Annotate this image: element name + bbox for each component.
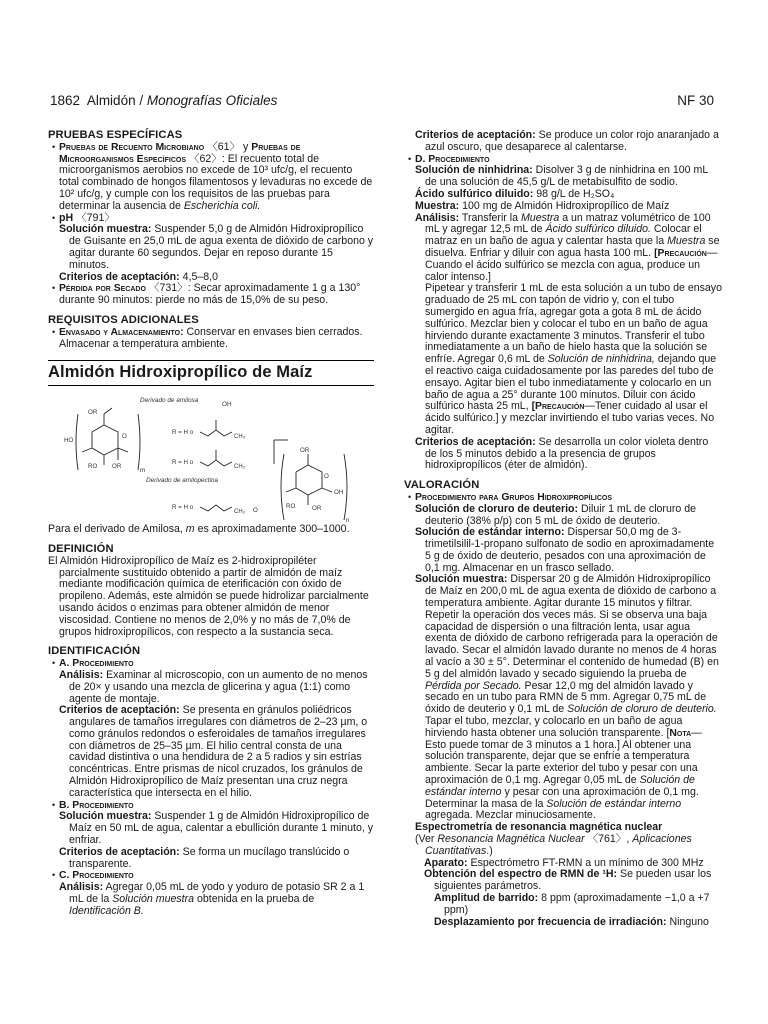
solucion-muestra: Solución muestra: Dispersar 20 g de Almidón Hidroxipropílico de Maíz en 200,0 mL de agua exenta de dióxido de carbono a temperatura ambiente. Agitar durante 15 minutos y filtrar. Repetir la operación dos veces más. Si se observa una baja capacidad de dispersión o una filtración lenta, usar agua exenta de dióxido de carbono refrigerada para la operación de lavado. Secar el almidón lavado durante no menos de 4 horas al vacío a 30 ± 5°. Determinar el contenido de humedad (B) en 5 g del almidón lavado y secado siguiendo la prueba de Pérdida por Secado. Pesar 12,0 mg del almidón lavado y secado en un tubo para RMN de 5 mm. Agregar 0,75 mL de óxido de deuterio y 0,1 mL de Solución de cloruro de deuterio. Tapar el tubo, mezclar, y colocarlo en un baño de agua hirviendo hasta obtener una solución transparente. [Nota—Esto puede tomar de 3 minutos a 1 hora.] Al obtener una solución transparente, dejar que se enfríe a temperatura ambiente. Secar la parte exterior del tubo y pesar con una aproximación de 0,1 mg. Agregar 0,05 mL de Solución de estándar interno y pesar con una aproximación de 0,1 mg. Determinar la masa de la Solución de estándar interno agregada. Mezclar minuciosamente. bbox=[415, 573, 719, 822]
espectrometria-ref: (Ver Resonancia Magnética Nuclear 〈761〉, Aplicaciones Cuantitativas.) bbox=[415, 833, 692, 857]
ph-item: • pH 〈791〉 bbox=[48, 213, 374, 225]
label-o-ring: O bbox=[122, 433, 127, 441]
id-a-analisis: Análisis: Examinar al microscopio, con un aumento de no menos de 20× y usando una mezcla de glicerina y agua (1:1) como agente de montaje. bbox=[59, 668, 368, 705]
id-a-criterios: Criterios de aceptación: Se presenta en gránulos poliédricos angulares de tamaños irregulares con diámetros de 2–23 µm, o como gránulos redondos o esferoidales de tamaños irregulares con diámetros de 25–35 µm. El hilio central consta de una cavidad distintiva o una hendidura de 2 a 5 radios y sin estrías concéntricas. Entre prismas de nicol cruzados, los gránulos de Almidón Hidroxipropílico de Maíz presentan una cruz negra característica que intersecta en el hilio. bbox=[59, 704, 368, 799]
micro-item: • Pruebas de Recuento Microbiano 〈61〉 y Pruebas de Microorganismos Específicos 〈62〉: El recuento total de microorganismos aerobios no excede de 10³ ufc/g, el recuento total combinado de hongos filamentosos y levaduras no excede de 10² ufc/g, y cumple con los requisitos de las pruebas para determinar la ausencia de Escherichia coli. bbox=[48, 142, 374, 213]
envasado-item: • Envasado y Almacenamiento: Conservar en envases bien cerrados. Almacenar a temperatura ambiente. bbox=[48, 327, 374, 351]
section-heading-pruebas: PRUEBAS ESPECÍFICAS bbox=[48, 129, 183, 141]
estandar-interno: Solución de estándar interno: Dispersar 50,0 mg de 3-trimetilsilil-1-propano sulfonato de sodio en aproximadamente 5 g de óxido de deuterio, pesados con una aproximación de 0,1 mg. Almacenar en un frasco sellado. bbox=[415, 526, 715, 574]
id-d-analisis: Análisis: Transferir la Muestra a un matraz volumétrico de 100 mL y agregar 12,5 mL de Ácido sulfúrico diluido. Colocar el matraz en un baño de agua y calentar hasta que la Muestra se disuelva. Enfriar y diluir con agua hasta 100 mL. [Precaución—Cuando el ácido sulfúrico se mezcla con agua, produce un calor intenso.] bbox=[415, 211, 720, 283]
cloruro-deuterio: Solución de cloruro de deuterio: Diluir 1 mL de cloruro de deuterio (38% p/p) con 5 mL de óxido de deuterio. bbox=[415, 502, 697, 527]
id-d-item: • D. Procedimiento bbox=[404, 154, 722, 166]
chemical-structure bbox=[48, 392, 374, 524]
right-column bbox=[404, 130, 722, 928]
id-b-item: • B. Procedimiento bbox=[48, 800, 374, 812]
page-header bbox=[50, 93, 714, 108]
label-ch3-1: CH₃ bbox=[234, 434, 246, 441]
id-a-item: • A. Procedimiento bbox=[48, 658, 374, 670]
label-r3: R = H o bbox=[172, 504, 194, 512]
section-heading-definicion: DEFINICIÓN bbox=[48, 542, 114, 555]
edition-label: NF 30 bbox=[677, 93, 714, 108]
monograph-title: Almidón Hidroxipropílico de Maíz bbox=[48, 363, 313, 382]
definicion-text: El Almidón Hidroxipropílico de Maíz es 2-hidroxipropiléter parcialmente sustituido obtenido a partir de almidón de maíz mediante modificación química de eterificación con óxido de propileno. Además, este almidón se puede hidrolizar parcialmente usando ácidos o enzimas para obtener almidón de menor viscosidad. Contiene no menos de 2,0% y no más de 7,0% de grupos hidroxipropílicos, con respecto a la sustancia seca. bbox=[48, 554, 369, 638]
label-oh-top: OH bbox=[222, 401, 232, 409]
amilosa-note: Para el derivado de Amilosa, m es aproximadamente 300–1000. bbox=[48, 523, 350, 536]
label-r1: R = H o bbox=[172, 429, 194, 437]
label-ho: HO bbox=[64, 437, 74, 445]
section-heading-valoracion: VALORACIÓN bbox=[404, 479, 480, 492]
ph-solution: Solución muestra: Suspender 5,0 g de Almidón Hidroxipropílico de Guisante en 25,0 mL de agua exenta de dióxido de carbono y agitar durante 60 segundos. Dejar en reposo durante 15 minutos. bbox=[59, 223, 374, 271]
id-c-criterios: Criterios de aceptación: Se produce un color rojo anaranjado a azul oscuro, que desaparece al calentarse. bbox=[415, 129, 719, 153]
label-ro: RO bbox=[88, 463, 98, 471]
amplitud-barrido: Amplitud de barrido: 8 ppm (aproximadamente −1,0 a +7 ppm) bbox=[434, 892, 710, 916]
structure-diagram bbox=[48, 392, 374, 524]
label-or-left: OR bbox=[88, 409, 98, 417]
label-o-link: O bbox=[253, 507, 258, 515]
running-title-italic: Monografías Oficiales bbox=[146, 93, 278, 108]
running-title: Almidón / bbox=[86, 93, 147, 108]
label-amilopectina: Derivado de amilopectina bbox=[146, 477, 219, 485]
label-ch3-3: CH₃ bbox=[234, 509, 246, 516]
id-b-solucion: Solución muestra: Suspender 1 g de Almidón Hidroxipropílico de Maíz en 50 mL de agua, calentar a ebullición durante 1 minuto, y enfriar. bbox=[59, 810, 374, 847]
section-heading-identificacion: IDENTIFICACIÓN bbox=[48, 645, 141, 658]
left-column bbox=[48, 130, 374, 918]
perdida-item: • Pérdida por Secado 〈731〉: Secar aproximadamente 1 g a 130° durante 90 minutos: pierde no más de 15,0% de su peso. bbox=[48, 283, 374, 307]
label-or-pair: OR bbox=[312, 505, 322, 513]
ninhidrina-solution: Solución de ninhidrina: Disolver 3 g de ninhidrina en 100 mL de una solución de 45,5 g/L de metabisulfito de sodio. bbox=[415, 164, 708, 189]
obtencion-espectro: Obtención del espectro de RMN de ¹H: Se pueden usar los siguientes parámetros. bbox=[424, 868, 712, 893]
monograph-title-box bbox=[48, 360, 374, 386]
label-oh-right: OH bbox=[334, 489, 344, 497]
aparato: Aparato: Espectrómetro FT-RMN a un mínimo de 300 MHz bbox=[424, 856, 704, 869]
section-heading-requisitos: REQUISITOS ADICIONALES bbox=[48, 313, 199, 326]
label-ch3-2: CH₃ bbox=[234, 464, 246, 471]
label-r2: R = H o bbox=[172, 459, 194, 467]
espectrometria: Espectrometría de resonancia magnética nuclear bbox=[415, 821, 663, 834]
muestra: Muestra: 100 mg de Almidón Hidroxipropílico de Maíz bbox=[415, 199, 670, 212]
procedimiento-item: • Procedimiento para Grupos Hidroxipropílicos bbox=[404, 492, 722, 504]
label-ro-right: RO bbox=[286, 503, 296, 511]
page-number: 1862 bbox=[50, 93, 81, 108]
label-o-ring2: O bbox=[324, 473, 329, 481]
label-or-bottom: OR bbox=[112, 463, 122, 471]
acido-sulfurico: Ácido sulfúrico diluido: 98 g/L de H₂SO₄ bbox=[415, 187, 615, 200]
label-or-right: OR bbox=[300, 447, 310, 455]
id-b-criterios: Criterios de aceptación: Se forma un mucílago translúcido o transparente. bbox=[59, 845, 350, 870]
id-d-criterios: Criterios de aceptación: Se desarrolla un color violeta dentro de los 5 minutos debido a la presencia de grupos hidroxipropílicos (éter de almidón). bbox=[415, 435, 709, 472]
ph-criteria: Criterios de aceptación: 4,5–8,0 bbox=[59, 270, 218, 283]
id-d-analisis-cont: Pipetear y transferir 1 mL de esta solución a un tubo de ensayo graduado de 25 mL con tapón de vidrio y, con el tubo sumergido en agua fría, agregar gota a gota 8 mL de ácido sulfúrico. Mezclar bien y colocar el tubo en un baño de agua hirviendo durante exactamente 3 minutos. Transferir el tubo inmediatamente a un baño de hielo hasta que la solución se enfríe. Agregar 0,6 mL de Solución de ninhidrina, dejando que el reactivo caiga cuidadosamente por las paredes del tubo de ensayo. Agitar bien el tubo inmediatamente y colocarlo en un baño de agua a 25° durante 100 minutos. Diluir con ácido sulfúrico hasta 25 mL, [Precaución—Tener cuidado al usar el ácido sulfúrico.] y mezclar invirtiendo el tubo varias veces. No agitar. bbox=[425, 282, 722, 436]
desplazamiento: Desplazamiento por frecuencia de irradiación: Ninguno bbox=[434, 915, 709, 928]
label-n: n bbox=[346, 517, 350, 525]
id-c-analisis: Análisis: Agregar 0,05 mL de yodo y yoduro de potasio SR 2 a 1 mL de la Solución muestra obtenida en la prueba de Identificación B. bbox=[59, 881, 365, 917]
id-c-item: • C. Procedimiento bbox=[48, 870, 374, 882]
label-amilosa: Derivado de amilosa bbox=[140, 397, 199, 405]
folio-title bbox=[50, 93, 277, 108]
label-m: m bbox=[140, 467, 146, 475]
